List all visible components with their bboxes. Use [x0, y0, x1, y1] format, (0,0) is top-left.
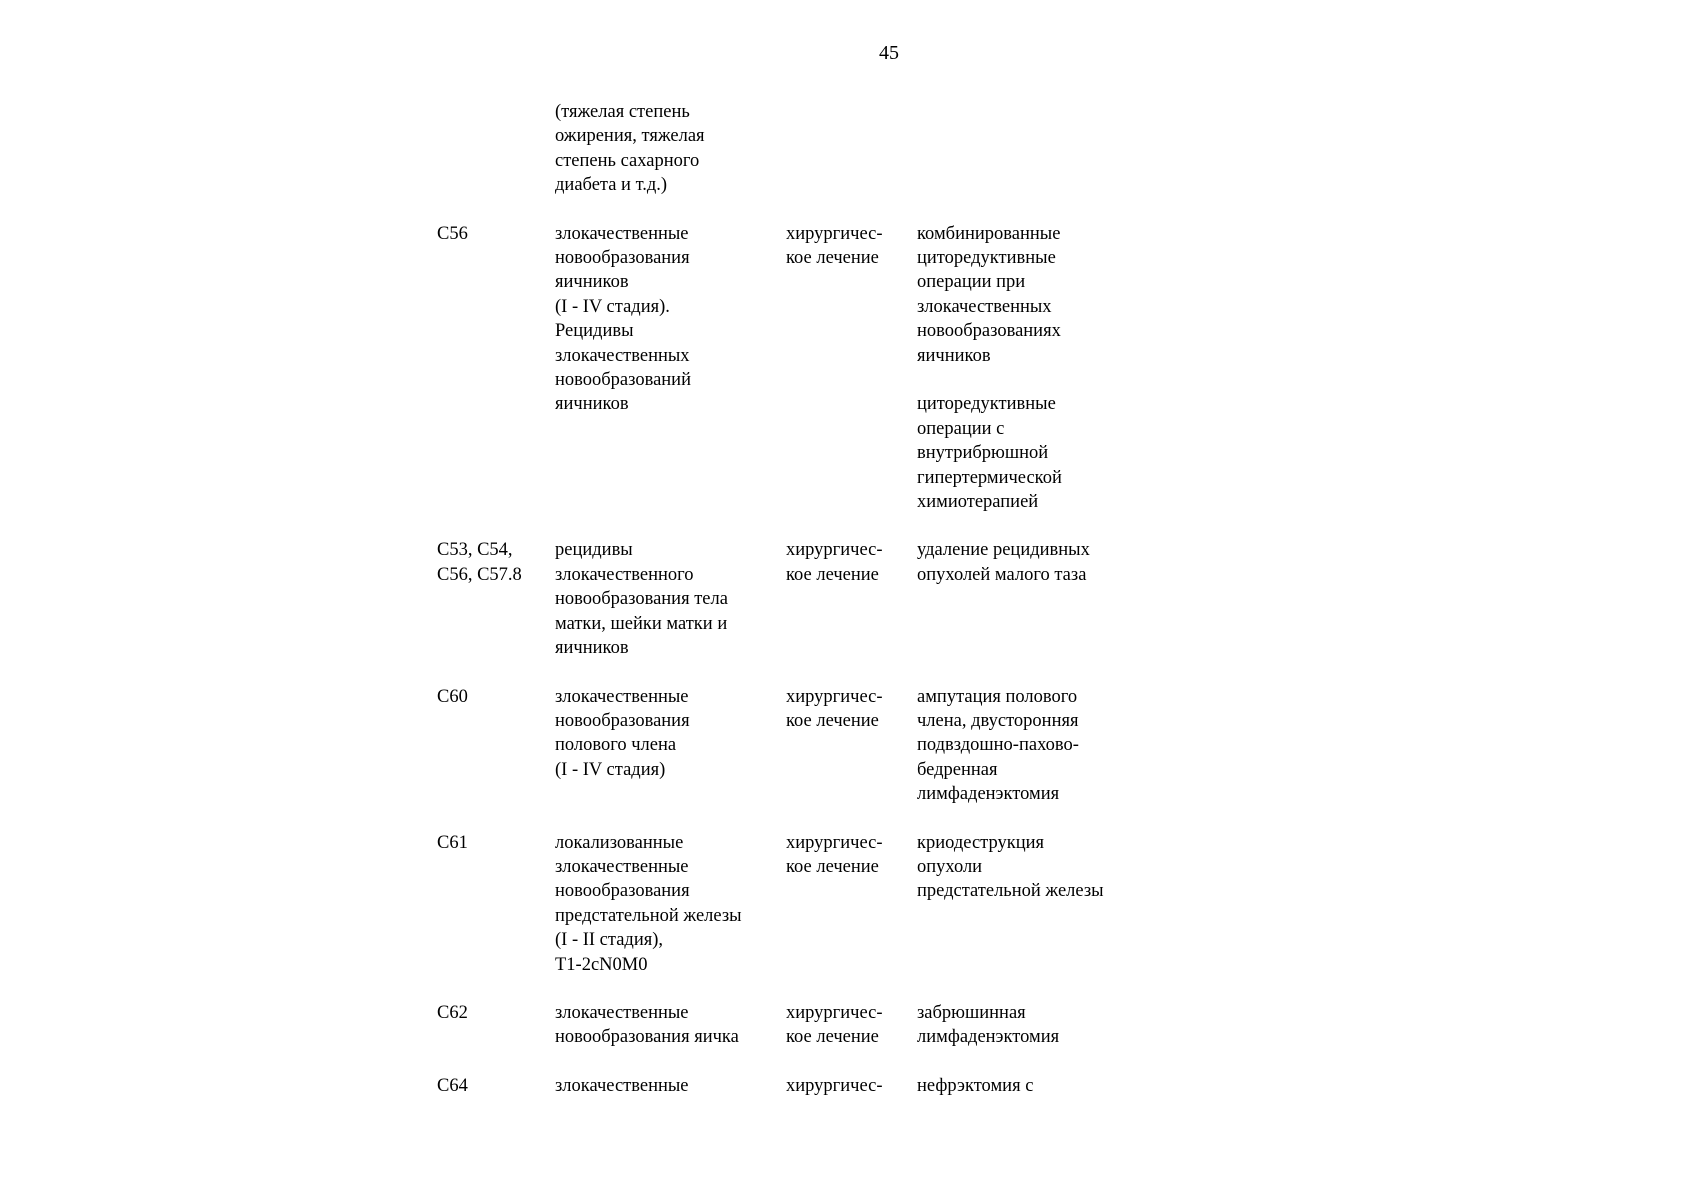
diagnosis-cell: злокачественные новообразования яичников (I - IV стадия). Рецидивы злокачественных новообразований яичников	[555, 223, 691, 415]
icd-code-cell: C62	[437, 1002, 468, 1023]
treatment-type-cell: хирургичес- кое лечение	[786, 686, 883, 731]
table-row	[437, 1001, 1157, 1050]
treatment-method-item: забрюшинная лимфаденэктомия	[917, 1002, 1060, 1048]
table-row	[437, 685, 1157, 807]
table-row	[437, 222, 1157, 515]
treatment-method-item: ампутация полового члена, двусторонняя подвздошно-пахово- бедренная лимфаденэктомия	[917, 686, 1079, 805]
table-row	[437, 100, 1157, 198]
treatment-method-cell	[917, 831, 1157, 977]
treatment-type-cell: хирургичес- кое лечение	[786, 223, 883, 269]
treatment-type-cell: хирургичес- кое лечение	[786, 1002, 883, 1048]
treatment-type-cell: хирургичес- кое лечение	[786, 540, 883, 585]
treatment-method-item: циторедуктивные операции с внутрибрюшной гипертермической химиотерапией	[917, 394, 1062, 513]
icd-code-cell: C60	[437, 686, 468, 707]
icd-code-cell: C64	[437, 1075, 468, 1096]
treatment-method-cell	[917, 100, 1157, 198]
diagnosis-cell: рецидивы злокачественного новообразования тела матки, шейки матки и яичников	[555, 540, 728, 659]
diagnosis-cell: (тяжелая степень ожирения, тяжелая степень сахарного диабета и т.д.)	[555, 102, 705, 196]
icd-code-cell: C61	[437, 832, 468, 853]
treatment-method-cell	[917, 1001, 1157, 1050]
treatment-method-item: криодеструкция опухоли предстательной железы	[917, 832, 1104, 902]
treatment-method-item: нефрэктомия с	[917, 1075, 1034, 1096]
treatment-type-cell: хирургичес-	[786, 1075, 883, 1096]
treatment-method-cell	[917, 685, 1157, 807]
treatment-method-cell	[917, 1074, 1157, 1098]
treatment-type-cell: хирургичес- кое лечение	[786, 832, 883, 877]
diagnosis-cell: злокачественные новообразования полового члена (I - IV стадия)	[555, 686, 690, 780]
table-row	[437, 831, 1157, 977]
icd-code-cell: C53, C54, C56, C57.8	[437, 540, 522, 585]
treatment-method-cell	[917, 538, 1157, 660]
treatment-method-cell	[917, 222, 1157, 515]
treatment-method-item: комбинированные циторедуктивные операции при злокачественных новообразованиях яичников	[917, 223, 1061, 366]
page-number: 45	[879, 42, 899, 64]
diagnosis-cell: злокачественные новообразования яичка	[555, 1002, 739, 1048]
diagnosis-cell: злокачественные	[555, 1075, 689, 1096]
treatment-table	[437, 100, 1157, 1122]
icd-code-cell: C56	[437, 223, 468, 244]
treatment-method-item: удаление рецидивных опухолей малого таза	[917, 540, 1090, 585]
table-row	[437, 1074, 1157, 1098]
table-row	[437, 538, 1157, 660]
treatment-type-cell	[786, 100, 917, 198]
diagnosis-cell: локализованные злокачественные новообразования предстательной железы (I - II стадия), T1-2cN0M0	[555, 832, 742, 975]
icd-code-cell	[437, 100, 555, 198]
